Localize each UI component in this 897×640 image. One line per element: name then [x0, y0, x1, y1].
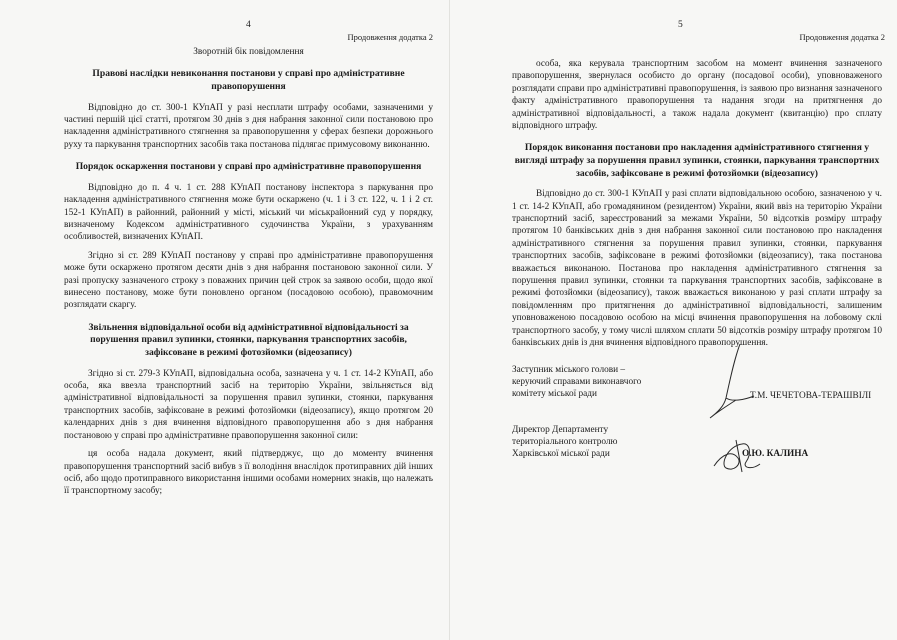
section-text-appeal-2: Згідно зі ст. 289 КУпАП постанову у справі про адміністративне правопорушення може бути оскаржено протягом десяти днів з дня набрання постановою законної сили. У разі пропуску зазначеного строку з поважних причин цей строк за заявою особи, щодо якої винесено постанову, може бути поновлено органом (посадовою особою), правомочним розглядати скаргу. — [64, 250, 433, 311]
continuation-label: Продовження додатка 2 — [799, 32, 885, 42]
page-right — [449, 0, 897, 640]
signer1-role — [512, 364, 641, 401]
section-text-exemption-2: ця особа надала документ, який підтверджує, що до моменту вчинення правопорушення транспортний засіб вибув з її володіння внаслідок протиправних дій інших осіб, або щодо протиправного використання іншими особами номерних знаків, що належать її транспортному засобу; — [64, 449, 433, 497]
signer1-role-line: Заступник міського голови – — [512, 364, 626, 375]
section-text-consequences: Відповідно до ст. 300-1 КУпАП у разі несплати штрафу особами, зазначеними у частині першій цієї статті, протягом 30 днів з дня набрання законної сили постановою про накладення адміністративного стягнення за правопорушення у сферах безпеки дорожнього руху та паркування транспортних засобів така постанова підлягає примусовому виконанню. — [64, 102, 433, 150]
signature-block — [512, 360, 882, 490]
section-text-appeal-1: Відповідно до п. 4 ч. 1 ст. 288 КУпАП постанову інспектора з паркування про накладення адміністративного стягнення може бути оскаржено (ч. 1 і 3 ст. 122, ч. 1 і 2 ст. 152-1 КУпАП) в районний, районний у місті, міський чи міськрайонний суд у порядку, визначеному Кодексом адміністративного судочинства України, з урахуванням особливостей, визначених КУпАП. — [64, 182, 433, 243]
section-title-exemption: Звільнення відповідальної особи від адміністративної відповідальності за порушення правил зупинки, стоянки, паркування транспортних засобів, зафіксоване в режимі фотозйомки (відеозапису) — [88, 321, 409, 359]
signer2-role-line: територіального контролю — [512, 436, 618, 447]
signer2-role — [512, 424, 618, 461]
page-number: 4 — [246, 20, 251, 30]
page-number: 5 — [678, 20, 683, 30]
page-right-content — [512, 58, 882, 490]
signer2-role-line: Харківської міської ради — [512, 449, 610, 460]
handwritten-signature-1 — [700, 340, 770, 430]
reverse-side-title: Зворотній бік повідомлення — [193, 47, 304, 57]
continued-text: особа, яка керувала транспортним засобом на момент вчинення зазначеного правопорушення, звернулася особисто до органу (посадової особи), уповноваженого розглядати справи про адміністративні правопорушення, із заявою про визнання зазначеного факту адміністративного правопорушення та надання згоди на притягнення до адміністративної відповідальності, а також надала документ (квитанцію) про сплату відповідного штрафу. — [512, 59, 882, 132]
signer2-name: О.Ю. КАЛИНА — [742, 448, 809, 459]
signer1-role-line: керуючий справами виконавчого — [512, 376, 642, 387]
section-text-exemption-1: Згідно зі ст. 279-3 КУпАП, відповідальна особа, зазначена у ч. 1 ст. 14-2 КУпАП, або особа, яка ввезла транспортний засіб на територію України, звільняється від адміністративної відповідальності за порушення правил зупинки, стоянки, паркування транспортних засобів, зафіксоване в режимі фотозйомки (відеозапису), якщо протягом 20 календарних днів з дня вчинення відповідного правопорушення або з дня набрання постановою у справі про адміністративне правопорушення законної сили: — [64, 368, 433, 441]
signer2-role-line: Директор Департаменту — [512, 424, 609, 435]
signer1-role-line: комітету міської ради — [512, 389, 597, 400]
section-text-execution: Відповідно до ст. 300-1 КУпАП у разі сплати відповідальною особою, зазначеною у ч. 1 ст. 14-2 КУпАП, або громадянином (резидентом) України, який ввіз на територію України транспортний засіб, зареєстрований за межами України, 50 відсотків розміру штрафу протягом 10 банківських днів з дня набрання законної сили постановою про накладення адміністративного стягнення за порушення правил зупинки, стоянки, паркування транспортних засобів, зафіксоване в режимі фотозйомки (відеозапису), така постанова вважається виконаною. Постанова про накладення адміністративного стягнення за порушення правил зупинки, стоянки та паркування транспортних засобів, зафіксоване в режимі фотозйомки (відеозапису), також вважається виконаною у разі сплати штрафу за повідомленням про притягнення до адміністративної відповідальності, залишеним уповноваженою посадовою особою на місці вчинення правопорушення на лобовому склі транспортного засобу, у тому числі шляхом сплати 50 відсотків розміру штрафу протягом 10 банківських днів із дня вчинення відповідного правопорушення. — [512, 189, 882, 349]
signer1-name: Т.М. ЧЕЧЕТОВА-ТЕРАШВІЛІ — [750, 390, 872, 401]
continuation-label: Продовження додатка 2 — [347, 32, 433, 42]
section-title-consequences: Правові наслідки невиконання постанови у справі про адміністративне правопорушення — [92, 68, 405, 92]
page-left-content — [64, 46, 433, 508]
section-title-appeal: Порядок оскарження постанови у справі про адміністративне правопорушення — [75, 161, 422, 173]
section-title-execution: Порядок виконання постанови про накладення адміністративного стягнення у вигляді штрафу за порушення правил зупинки, стоянки, паркування транспортних засобів, зафіксоване в режимі фотозйомки (відеозапису) — [514, 142, 880, 179]
